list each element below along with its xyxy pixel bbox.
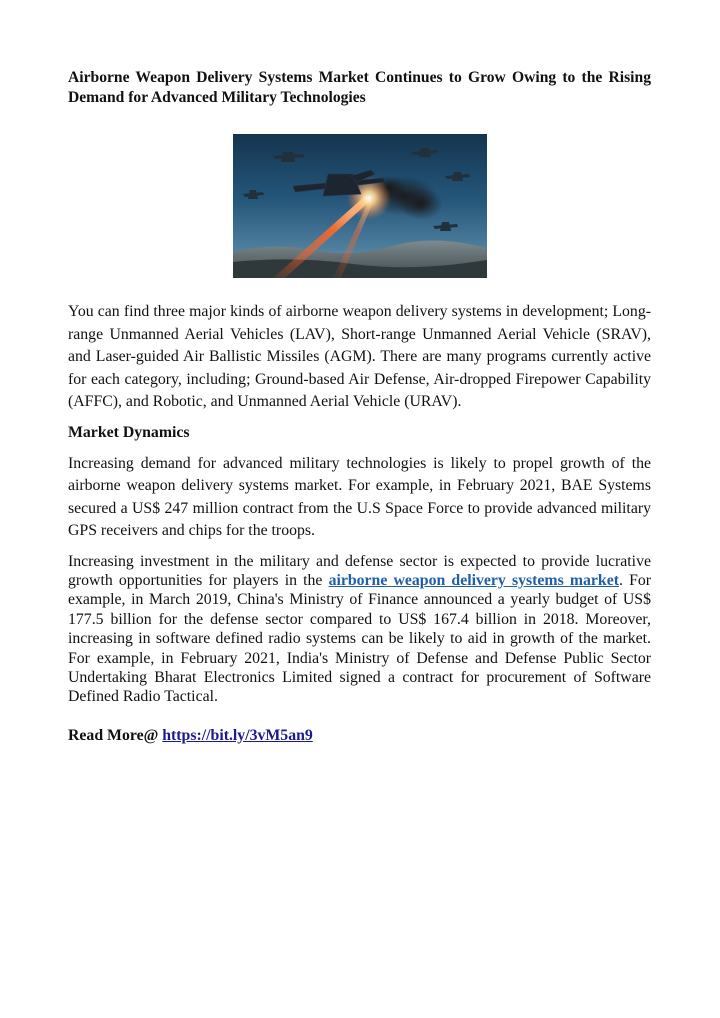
read-more-line [68, 726, 651, 746]
read-more-link[interactable]: https://bit.ly/3vM5an9 [162, 726, 313, 744]
article-title: Airborne Weapon Delivery Systems Market Continues to Grow Owing to the Rising Demand for Advanced Military Technologies [68, 69, 651, 106]
demand-paragraph: Increasing demand for advanced military technologies is likely to propel growth of the airborne weapon delivery systems market. For example, in February 2021, BAE Systems secured a US$ 247 million contract from the U.S Space Force to provide advanced military GPS receivers and chips for the troops. [68, 454, 651, 539]
hero-image [233, 134, 487, 278]
intro-paragraph: You can find three major kinds of airborne weapon delivery systems in development; Long-range Unmanned Aerial Vehicles (LAV), Short-range Unmanned Aerial Vehicle (SRAV), and Laser-guided Air Ballistic Missiles (AGM). There are many programs currently active for each category, including; Ground-based Air Defense, Air-dropped Firepower Capability (AFFC), and Robotic, and Unmanned Aerial Vehicle (URAV). [68, 303, 651, 410]
section-heading-market-dynamics: Market Dynamics [68, 423, 190, 441]
document-page [68, 68, 651, 746]
investment-paragraph [68, 552, 651, 707]
drone-laser-illustration-icon [233, 134, 487, 278]
investment-text-before-link: Increasing investment in the military and defense sector is expected to provide lucrative growth opportunities for players in the [68, 552, 651, 589]
investment-text-after-link: . For example, in March 2019, China's Ministry of Finance announced a yearly budget of US$ 177.5 billion for the defense sector compared to US$ 167.4 billion in 2018. Moreover, increasing in software defined radio systems can be likely to aid in growth of the market. For example, in February 2021, India's Ministry of Defense and Defense Public Sector Undertaking Bharat Electronics Limited signed a contract for procurement of Software Defined Radio Tactical. [68, 571, 652, 706]
read-more-label: Read More@ [68, 726, 163, 744]
market-report-link[interactable]: airborne weapon delivery systems market [328, 571, 619, 589]
